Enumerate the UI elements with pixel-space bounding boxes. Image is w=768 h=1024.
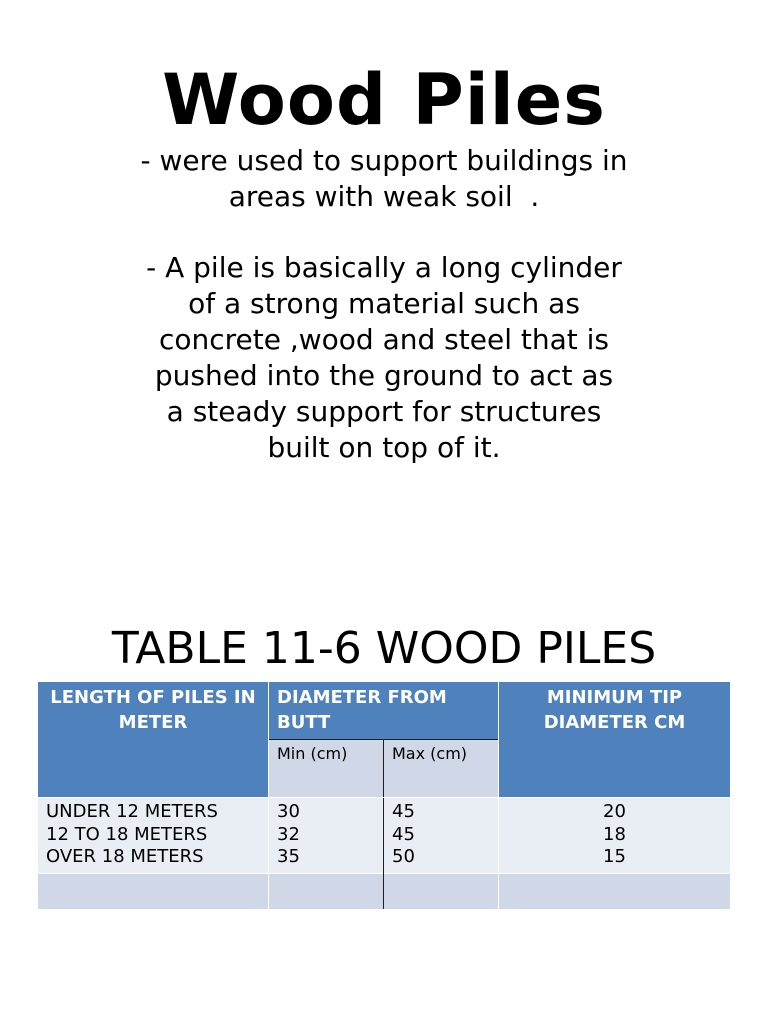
tip-value: 20 [603,801,626,822]
tip-cell [499,798,730,873]
min-value: 30 [277,801,300,822]
min-value: 35 [277,846,300,867]
subheader-min: Min (cm) [269,740,383,797]
max-value: 45 [392,801,415,822]
subheader-max: Max (cm) [384,740,498,797]
max-value: 45 [392,823,415,845]
header-diameter: DIAMETER FROM BUTT [269,682,498,739]
length-value: OVER 18 METERS [46,846,204,867]
header-length: LENGTH OF PILES IN METER [38,682,268,797]
max-cell [384,798,498,873]
empty-cell [384,874,498,909]
column-divider [383,740,384,797]
empty-cell [38,874,268,909]
length-value: 12 TO 18 METERS [46,823,208,845]
definition-line: a steady support for structures [166,395,602,428]
definition-line: - A pile is basically a long cylinder [146,251,622,284]
length-value: UNDER 12 METERS [46,801,218,822]
header-min-tip: MINIMUM TIP DIAMETER CM [499,682,730,797]
wood-piles-table [38,682,730,909]
slide-title: Wood Piles [162,59,606,141]
length-cell [38,798,268,873]
definition-paragraph [0,250,768,466]
definition-line: of a strong material such as [188,287,580,320]
column-divider [383,798,384,909]
intro-line: - were used to support buildings in [140,144,628,177]
intro-paragraph [0,143,768,215]
definition-line: pushed into the ground to act as [154,359,614,392]
definition-line: built on top of it. [267,431,501,464]
intro-line: areas with weak soil . [228,180,540,213]
definition-line: concrete ,wood and steel that is [158,323,610,356]
min-value: 32 [277,823,300,845]
tip-value: 18 [603,823,626,845]
tip-value: 15 [603,846,626,867]
min-cell [269,798,383,873]
empty-cell [269,874,383,909]
max-value: 50 [392,846,415,867]
table-title: TABLE 11-6 WOOD PILES [111,623,657,674]
empty-cell [499,874,730,909]
